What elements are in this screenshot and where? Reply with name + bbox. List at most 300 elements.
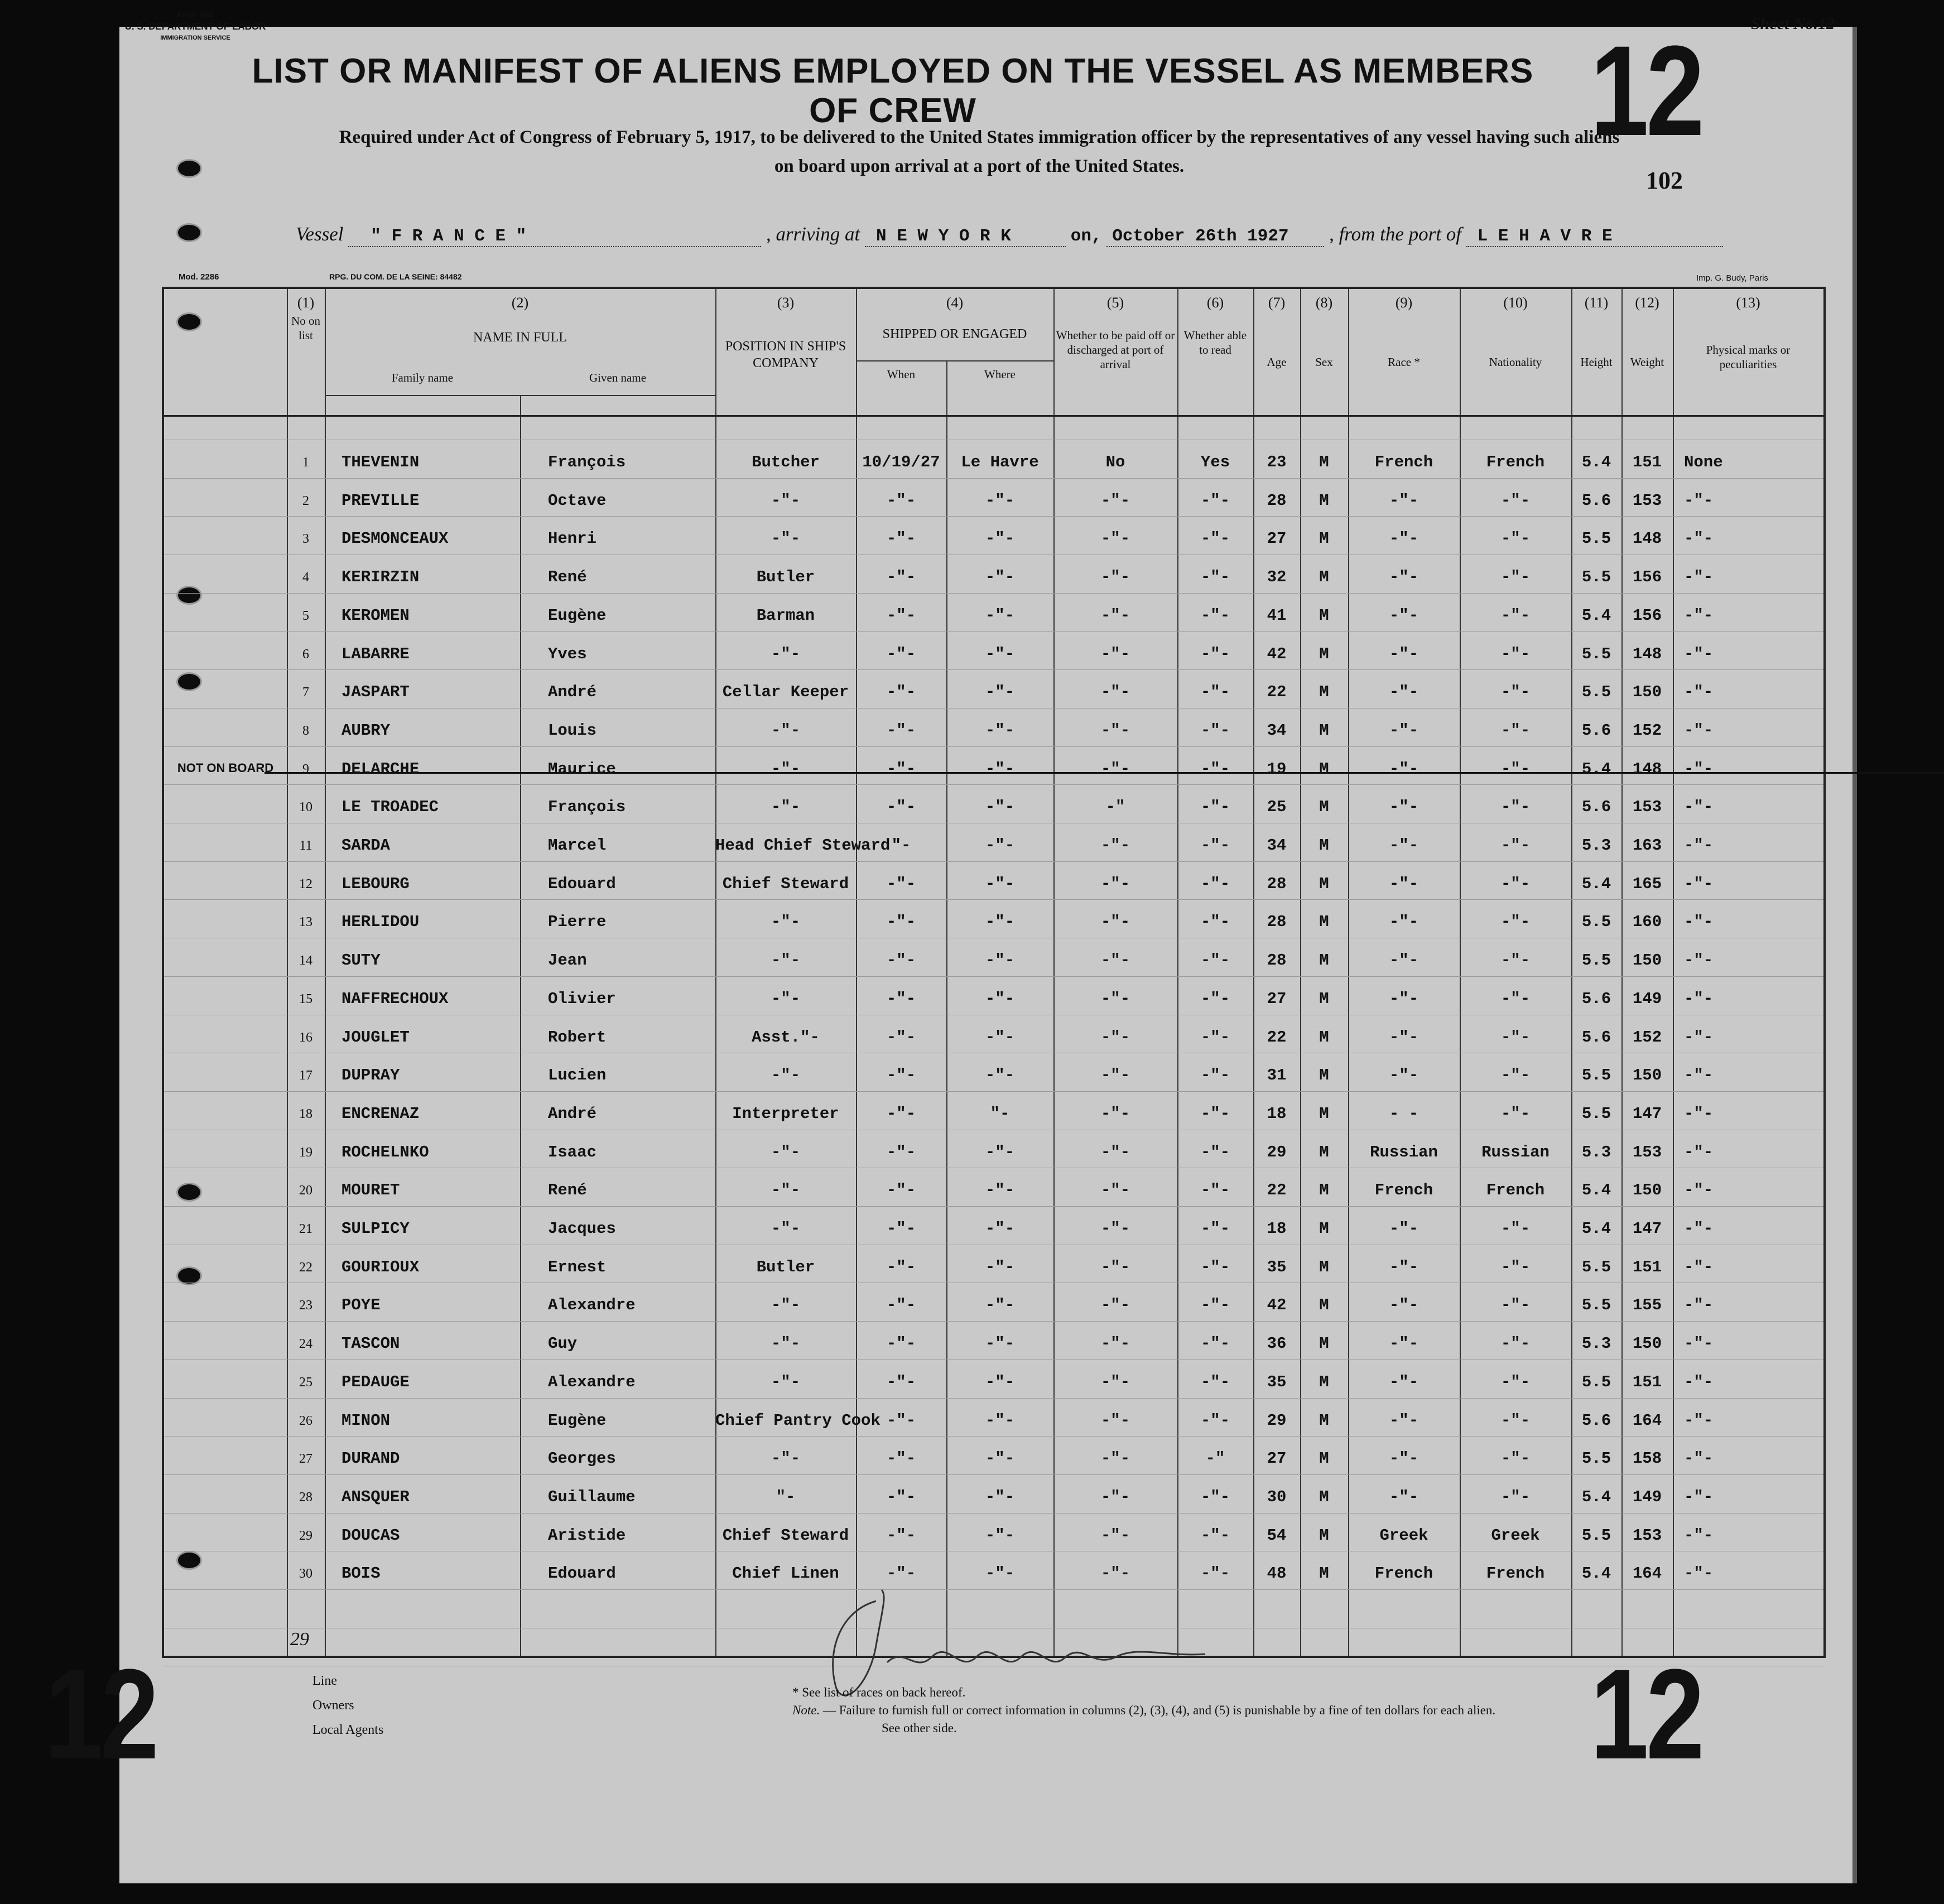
cell-position: Chief Linen	[732, 1564, 839, 1583]
footer-local-agents-label: Local Agents	[312, 1723, 384, 1737]
cell-where: -"-	[985, 606, 1015, 625]
cell-where: -"-	[985, 759, 1015, 778]
cell-where: -"-	[985, 1219, 1015, 1238]
cell-given: Edouard	[548, 874, 616, 893]
cell-given: Edouard	[548, 1564, 616, 1583]
cell-age: 22	[1267, 683, 1287, 702]
cell-weight: 152	[1632, 1028, 1662, 1047]
cell-no: 19	[299, 1145, 312, 1160]
cell-when: -"-	[886, 529, 916, 548]
cell-race: -"-	[1389, 721, 1419, 740]
cell-family: ROCHELNKO	[341, 1143, 429, 1161]
vessel-name: " F R A N C E "	[348, 226, 761, 247]
cell-marks: -"-	[1684, 1334, 1714, 1353]
cell-given: André	[548, 683, 597, 702]
cell-weight: 153	[1632, 491, 1662, 510]
cell-age: 48	[1267, 1564, 1287, 1583]
cell-marks: -"-	[1684, 491, 1714, 510]
handwritten-tally: 29	[290, 1629, 309, 1650]
printer-credit: Imp. G. Budy, Paris	[1696, 273, 1768, 283]
cell-race: -"-	[1389, 759, 1419, 778]
cell-nat: -"-	[1500, 1219, 1531, 1238]
sheet-number-label: Sheet No.	[1751, 15, 1818, 33]
cell-age: 31	[1267, 1066, 1287, 1085]
cell-height: 5.6	[1581, 491, 1611, 510]
table-row	[164, 669, 1823, 707]
cell-where: -"-	[985, 1411, 1015, 1430]
cell-nat: -"-	[1500, 529, 1531, 548]
cell-weight: 149	[1632, 1487, 1662, 1506]
cell-family: LABARRE	[341, 644, 410, 663]
cell-marks: -"-	[1684, 836, 1714, 855]
cell-family: HERLIDOU	[341, 913, 420, 932]
cell-position: Chief Steward	[722, 1526, 849, 1545]
cell-age: 23	[1267, 453, 1287, 471]
cell-race: -"-	[1389, 1449, 1419, 1468]
cell-no: 29	[299, 1528, 312, 1543]
cell-weight: 147	[1632, 1104, 1662, 1123]
cell-sex: M	[1319, 1257, 1329, 1276]
cell-paid: -"-	[1100, 1296, 1130, 1315]
cell-height: 5.4	[1581, 759, 1611, 778]
footer-owners-label: Owners	[312, 1698, 354, 1713]
cell-given: Alexandre	[548, 1372, 636, 1391]
cell-race: -"-	[1389, 1066, 1419, 1085]
table-row	[164, 1168, 1823, 1206]
cell-age: 28	[1267, 491, 1287, 510]
cell-when: -"-	[886, 1487, 916, 1506]
cell-where: -"-	[985, 951, 1015, 970]
cell-height: 5.5	[1581, 1066, 1611, 1085]
cell-sex: M	[1319, 798, 1329, 817]
cell-when: -"-	[886, 874, 916, 893]
col6-number: (6)	[1206, 295, 1224, 311]
cell-paid: -"-	[1100, 1487, 1130, 1506]
cell-height: 5.3	[1581, 1334, 1611, 1353]
table-row	[164, 478, 1823, 516]
table-row	[164, 899, 1823, 937]
cell-where: -"-	[985, 1181, 1015, 1200]
cell-marks: -"-	[1684, 1449, 1714, 1468]
col9-number: (9)	[1395, 295, 1413, 311]
cell-weight: 153	[1632, 798, 1662, 817]
cell-paid: -"-	[1100, 1219, 1130, 1238]
cell-given: François	[548, 453, 626, 471]
cell-height: 5.5	[1581, 644, 1611, 663]
cell-nat: -"-	[1500, 1487, 1531, 1506]
col12-header: Weight	[1630, 355, 1664, 369]
cell-where: -"-	[985, 874, 1015, 893]
cell-where: -"-	[985, 721, 1015, 740]
cell-read: -"-	[1200, 1219, 1230, 1238]
cell-given: Ernest	[548, 1257, 607, 1276]
col3-number: (3)	[777, 295, 795, 311]
cell-age: 42	[1267, 644, 1287, 663]
table-row	[164, 1398, 1823, 1436]
cell-no: 21	[299, 1222, 312, 1236]
cell-height: 5.5	[1581, 913, 1611, 932]
cell-where: -"-	[985, 836, 1015, 855]
cell-family: AUBRY	[341, 721, 391, 740]
table-row	[164, 1474, 1823, 1512]
cell-read: -"	[1205, 1449, 1225, 1468]
cell-when: -"-	[886, 1449, 916, 1468]
cell-no: 30	[299, 1566, 312, 1582]
cell-given: Alexandre	[548, 1296, 636, 1315]
cell-paid: -"-	[1100, 836, 1130, 855]
col10-number: (10)	[1503, 295, 1528, 311]
cell-marks: -"-	[1684, 1564, 1714, 1583]
cell-paid: -"-	[1100, 1372, 1130, 1391]
cell-sex: M	[1319, 1411, 1329, 1430]
cell-weight: 156	[1632, 568, 1662, 587]
cell-sex: M	[1319, 683, 1329, 702]
cell-marks: -"-	[1684, 913, 1714, 932]
cell-weight: 148	[1632, 529, 1662, 548]
cell-no: 12	[299, 876, 312, 891]
cell-height: 5.4	[1581, 874, 1611, 893]
cell-sex: M	[1319, 606, 1329, 625]
cell-nat: -"-	[1500, 606, 1531, 625]
table-row	[164, 784, 1823, 822]
cell-position: Chief Pantry Cook	[715, 1411, 880, 1430]
cell-weight: 151	[1632, 1372, 1662, 1391]
cell-weight: 151	[1632, 1257, 1662, 1276]
cell-race: -"-	[1389, 913, 1419, 932]
cell-given: Guillaume	[548, 1487, 636, 1506]
cell-paid: -"-	[1100, 874, 1130, 893]
cell-read: -"-	[1200, 721, 1230, 740]
table-row	[164, 938, 1823, 976]
col13-header: Physical marks or peculiarities	[1706, 343, 1791, 371]
cell-paid: -"-	[1100, 1449, 1130, 1468]
cell-given: Guy	[548, 1334, 578, 1353]
cell-given: René	[548, 1181, 587, 1200]
col8-number: (8)	[1315, 295, 1333, 311]
cell-marks: -"-	[1684, 721, 1714, 740]
cell-when: -"-	[886, 1257, 916, 1276]
cell-height: 5.5	[1581, 951, 1611, 970]
cell-paid: -"-	[1100, 1143, 1130, 1161]
cell-marks: -"-	[1684, 1372, 1714, 1391]
cell-position: -"-	[771, 1066, 801, 1085]
col4-when-header: When	[887, 368, 916, 381]
cell-sex: M	[1319, 1028, 1329, 1047]
cell-marks: -"-	[1684, 1487, 1714, 1506]
cell-sex: M	[1319, 1219, 1329, 1238]
cell-family: JOUGLET	[341, 1028, 410, 1047]
cell-read: -"-	[1200, 1411, 1230, 1430]
col6-header: Whether able to read	[1183, 329, 1247, 356]
cell-age: 22	[1267, 1181, 1287, 1200]
cell-family: DESMONCEAUX	[341, 529, 449, 548]
cell-sex: M	[1319, 1372, 1329, 1391]
cell-marks: -"-	[1684, 683, 1714, 702]
cell-family: PEDAUGE	[341, 1372, 410, 1391]
cell-when: -"-	[886, 1028, 916, 1047]
department: U. S. DEPARTMENT OF LABOR	[124, 21, 266, 32]
cell-paid: -"-	[1100, 1526, 1130, 1545]
cell-sex: M	[1319, 1487, 1329, 1506]
cell-position: Barman	[756, 606, 815, 625]
cell-read: -"-	[1200, 644, 1230, 663]
cell-nat: -"-	[1500, 683, 1531, 702]
cell-paid: -"-	[1100, 1411, 1130, 1430]
cell-paid: -"-	[1100, 1334, 1130, 1353]
cell-paid: -"-	[1100, 721, 1130, 740]
cell-race: -"-	[1389, 1487, 1419, 1506]
cell-race: - -	[1389, 1104, 1419, 1123]
cell-height: 5.4	[1581, 453, 1611, 471]
cell-height: 5.6	[1581, 721, 1611, 740]
model-number: Mod. 2286	[179, 272, 219, 282]
cell-weight: 152	[1632, 721, 1662, 740]
cell-when: -"-	[886, 644, 916, 663]
note-label: Note.	[792, 1703, 820, 1717]
cell-family: SARDA	[341, 836, 391, 855]
cell-weight: 150	[1632, 951, 1662, 970]
cell-race: Greek	[1379, 1526, 1428, 1545]
cell-race: -"-	[1389, 606, 1419, 625]
cell-sex: M	[1319, 1334, 1329, 1353]
col1-number: (1)	[297, 295, 315, 311]
departure-port: L E H A V R E	[1466, 226, 1723, 247]
cell-when: -"-	[886, 1564, 916, 1583]
col13-number: (13)	[1736, 295, 1760, 311]
cell-position: -"-	[771, 1181, 801, 1200]
sheet-number-value: 12	[1818, 15, 1835, 33]
cell-position: -"-	[771, 1296, 801, 1315]
col4-header: SHIPPED OR ENGAGED	[882, 327, 1027, 341]
cell-height: 5.6	[1581, 798, 1611, 817]
cell-nat: -"-	[1500, 836, 1531, 855]
cell-given: Eugène	[548, 606, 607, 625]
table-row	[164, 593, 1823, 631]
cell-given: Jean	[548, 951, 587, 970]
cell-height: 5.4	[1581, 606, 1611, 625]
cell-read: -"-	[1200, 1143, 1230, 1161]
cell-position: Asst."-	[752, 1028, 820, 1047]
cell-read: -"-	[1200, 1564, 1230, 1583]
cell-no: 7	[302, 685, 309, 700]
cell-no: 13	[299, 915, 312, 930]
cell-paid: -"-	[1100, 606, 1130, 625]
cell-marks: -"-	[1684, 606, 1714, 625]
cell-read: -"-	[1200, 1372, 1230, 1391]
cell-when: -"-	[886, 1372, 916, 1391]
cell-height: 5.4	[1581, 1219, 1611, 1238]
from-label: , from the port of	[1329, 223, 1461, 245]
cell-position: Cellar Keeper	[722, 683, 849, 702]
subtitle-line-1: Required under Act of Congress of February 5, 1917, to be delivered to the United States immigration officer by the representatives of any vessel having such aliens	[339, 127, 1620, 147]
table-row	[164, 1513, 1823, 1551]
cell-nat: -"-	[1500, 1257, 1531, 1276]
cell-paid: -"-	[1100, 491, 1130, 510]
cell-race: -"-	[1389, 951, 1419, 970]
cell-no: 24	[299, 1337, 312, 1352]
cell-family: LE TROADEC	[341, 798, 439, 817]
cell-marks: -"-	[1684, 951, 1714, 970]
cell-weight: 153	[1632, 1526, 1662, 1545]
cell-position: -"-	[771, 1449, 801, 1468]
cell-no: 28	[299, 1490, 312, 1505]
cell-where: -"-	[985, 683, 1015, 702]
cell-weight: 150	[1632, 1334, 1662, 1353]
cell-sex: M	[1319, 1526, 1329, 1545]
cell-no: 8	[302, 723, 309, 738]
table-row	[164, 1283, 1823, 1320]
cell-race: Russian	[1370, 1143, 1438, 1161]
cell-family: ANSQUER	[341, 1487, 410, 1506]
cell-race: -"-	[1389, 1411, 1419, 1430]
cell-family: POYE	[341, 1296, 381, 1315]
cell-height: 5.5	[1581, 1257, 1611, 1276]
page-subtitle	[234, 123, 1724, 181]
cell-when: -"-	[886, 683, 916, 702]
cell-weight: 155	[1632, 1296, 1662, 1315]
cell-given: Eugène	[548, 1411, 607, 1430]
vessel-line	[296, 223, 1746, 247]
cell-sex: M	[1319, 1449, 1329, 1468]
cell-race: -"-	[1389, 568, 1419, 587]
cell-no: 27	[299, 1452, 312, 1467]
cell-given: Pierre	[548, 913, 607, 932]
col5-header: Whether to be paid off or discharged at port of arrival	[1056, 329, 1175, 371]
table-row	[164, 976, 1823, 1014]
cell-read: -"-	[1200, 1104, 1230, 1123]
cell-given: Lucien	[548, 1066, 607, 1085]
cell-race: French	[1374, 1181, 1433, 1200]
cell-paid: -"	[1105, 798, 1125, 817]
cell-position: -"-	[771, 529, 801, 548]
cell-age: 27	[1267, 1449, 1287, 1468]
cell-age: 29	[1267, 1143, 1287, 1161]
cell-when: -"-	[886, 721, 916, 740]
cell-paid: -"-	[1100, 913, 1130, 932]
cell-weight: 153	[1632, 1143, 1662, 1161]
cell-given: Maurice	[548, 759, 616, 778]
col1-header: No on list	[291, 314, 320, 342]
cell-given: André	[548, 1104, 597, 1123]
cell-nat: French	[1486, 1181, 1545, 1200]
cell-position: -"-	[771, 1219, 801, 1238]
cell-no: 4	[302, 570, 309, 585]
cell-marks: -"-	[1684, 1143, 1714, 1161]
col11-number: (11)	[1584, 295, 1609, 311]
cell-weight: 165	[1632, 874, 1662, 893]
cell-read: -"-	[1200, 1028, 1230, 1047]
cell-given: Jacques	[548, 1219, 616, 1238]
cell-race: -"-	[1389, 1296, 1419, 1315]
col7-number: (7)	[1268, 295, 1286, 311]
table-row	[164, 1130, 1823, 1168]
cell-age: 54	[1267, 1526, 1287, 1545]
table-row	[164, 1360, 1823, 1397]
table-row	[164, 1206, 1823, 1244]
cell-given: Isaac	[548, 1143, 597, 1161]
cell-where: -"-	[985, 1143, 1015, 1161]
cell-position: -"-	[771, 913, 801, 932]
cell-nat: -"-	[1500, 721, 1531, 740]
cell-position: Head Chief Steward	[715, 836, 891, 855]
cell-family: MOURET	[341, 1181, 400, 1200]
cell-age: 36	[1267, 1334, 1287, 1353]
cell-no: 11	[299, 838, 312, 853]
cell-position: Butcher	[752, 453, 820, 471]
cell-marks: -"-	[1684, 568, 1714, 587]
cell-race: -"-	[1389, 798, 1419, 817]
cell-when: -"-	[886, 759, 916, 778]
cell-read: -"-	[1200, 836, 1230, 855]
cell-where: -"-	[985, 1296, 1015, 1315]
cell-given: Olivier	[548, 989, 616, 1008]
cell-nat: -"-	[1500, 1334, 1531, 1353]
cell-paid: -"-	[1100, 568, 1130, 587]
cell-race: -"-	[1389, 683, 1419, 702]
cell-family: SUTY	[341, 951, 381, 970]
cell-where: -"-	[985, 1334, 1015, 1353]
cell-sex: M	[1319, 491, 1329, 510]
cell-nat: -"-	[1500, 989, 1531, 1008]
cell-age: 29	[1267, 1411, 1287, 1430]
table-row	[164, 555, 1823, 592]
col4-number: (4)	[946, 295, 964, 311]
cell-sex: M	[1319, 913, 1329, 932]
cell-given: René	[548, 568, 587, 587]
cell-no: 5	[302, 608, 309, 623]
see-other-side: See other side.	[882, 1721, 957, 1735]
cell-race: -"-	[1389, 1334, 1419, 1353]
cell-nat: -"-	[1500, 1104, 1531, 1123]
cell-when: -"-	[886, 989, 916, 1008]
cell-read: -"-	[1200, 1296, 1230, 1315]
cell-position: -"-	[771, 1372, 801, 1391]
cell-read: -"-	[1200, 913, 1230, 932]
cell-where: -"-	[985, 1028, 1015, 1047]
cell-age: 35	[1267, 1372, 1287, 1391]
cell-sex: M	[1319, 1066, 1329, 1085]
cell-where: -"-	[985, 913, 1015, 932]
cell-family: BOIS	[341, 1564, 381, 1583]
fine-note	[792, 1701, 1685, 1719]
cell-when: 10/19/27	[862, 453, 940, 471]
table-row	[164, 516, 1823, 554]
cell-nat: -"-	[1500, 491, 1531, 510]
cell-family: KEROMEN	[341, 606, 410, 625]
cell-where: -"-	[985, 529, 1015, 548]
cell-read: -"-	[1200, 951, 1230, 970]
table-row	[164, 1053, 1823, 1091]
cell-position: -"-	[771, 1334, 801, 1353]
cell-nat: -"-	[1500, 874, 1531, 893]
cell-read: -"-	[1200, 798, 1230, 817]
cell-age: 18	[1267, 1104, 1287, 1123]
cell-height: 5.4	[1581, 1564, 1611, 1583]
cell-age: 28	[1267, 913, 1287, 932]
cell-marks: -"-	[1684, 1296, 1714, 1315]
stamped-sheet-number-bottom-left: 12	[45, 1642, 156, 1786]
cell-when: -"-	[886, 1526, 916, 1545]
arriving-label: , arriving at	[766, 223, 860, 245]
service: IMMIGRATION SERVICE	[160, 35, 230, 41]
cell-race: French	[1374, 1564, 1433, 1583]
cell-weight: 148	[1632, 759, 1662, 778]
table-row	[164, 1321, 1823, 1359]
cell-family: LEBOURG	[341, 874, 410, 893]
cell-where: -"-	[985, 1257, 1015, 1276]
cell-marks: -"-	[1684, 759, 1714, 778]
cell-age: 18	[1267, 1219, 1287, 1238]
